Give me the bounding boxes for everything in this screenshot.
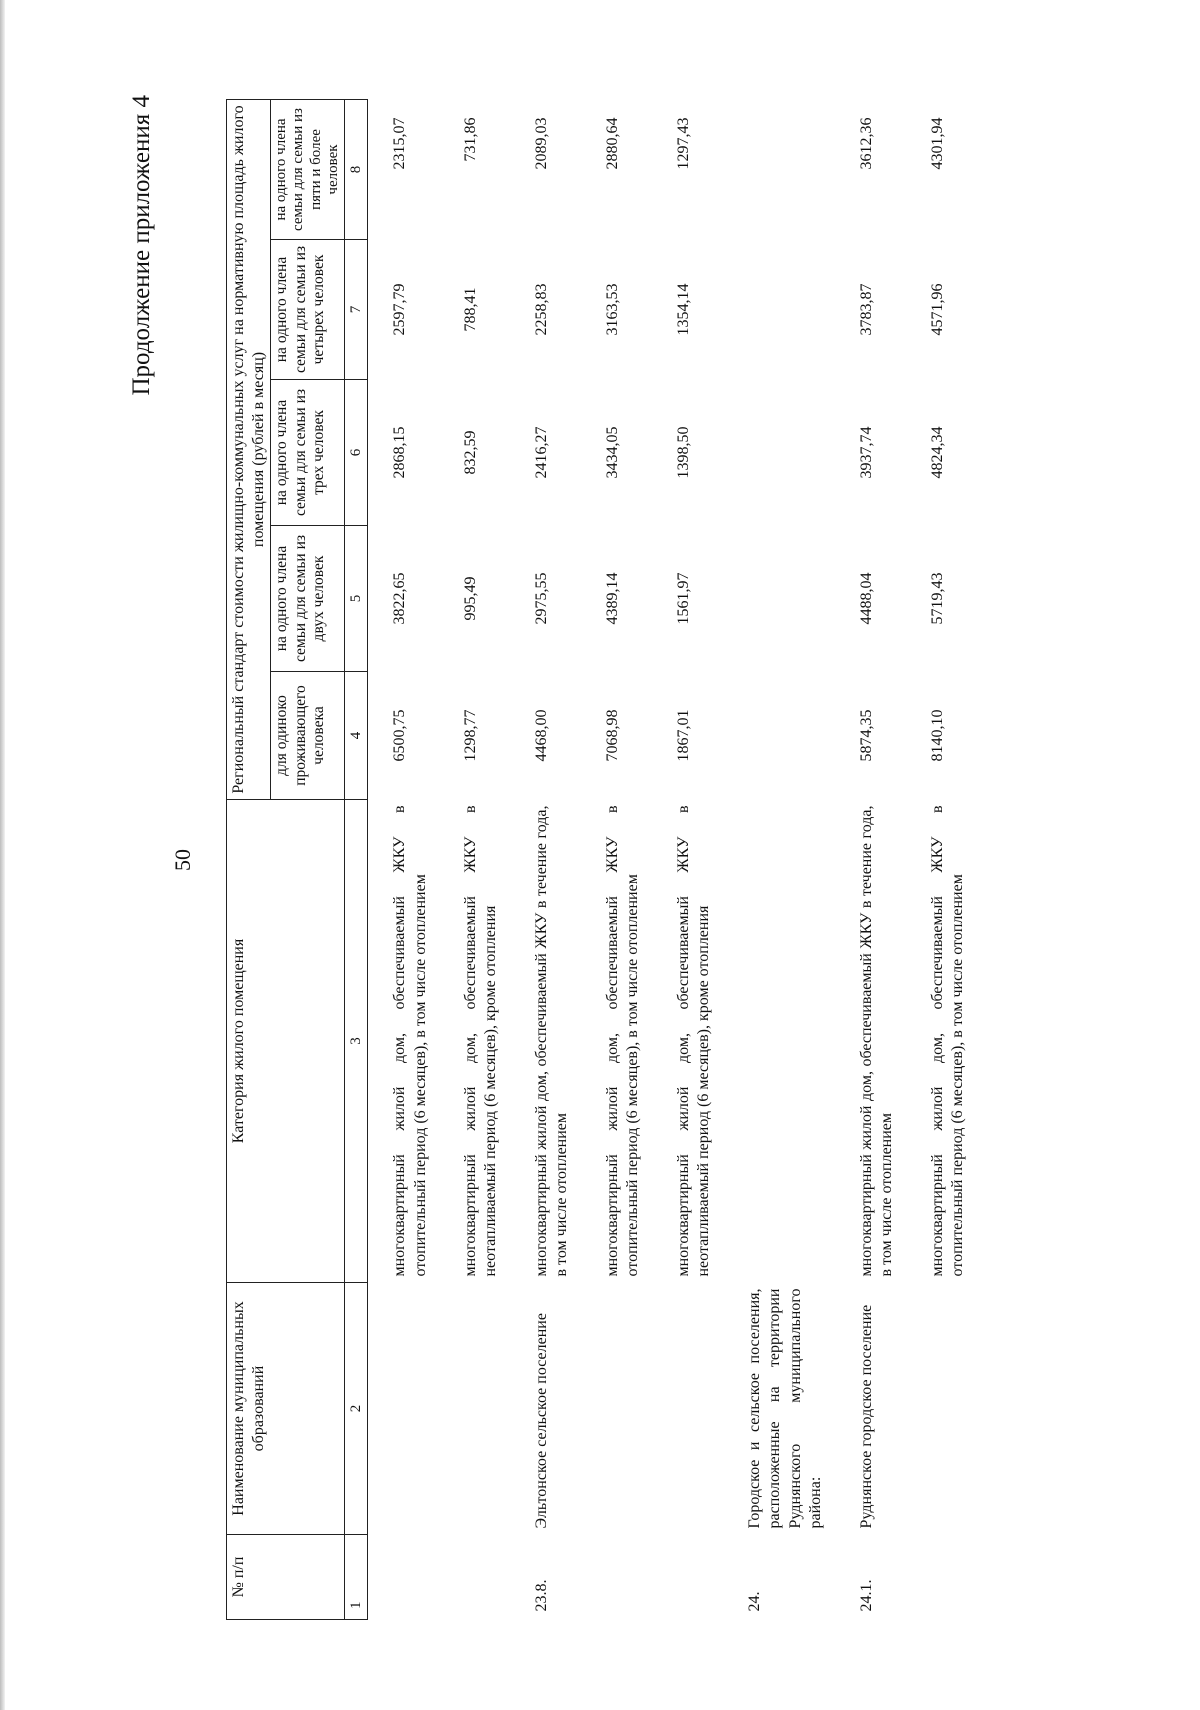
value-family-2: 3822,65 xyxy=(391,572,409,625)
value-family-4: 2258,83 xyxy=(532,283,550,336)
municipality-name: Эльтонское сельское поселение xyxy=(532,1313,550,1529)
column-number: 4 xyxy=(345,672,368,800)
housing-category: многоквартирный жилой дом, обеспечиваемый ЖКУ в отопительный период (6 месяцев), в том числе отоплением xyxy=(603,805,642,1277)
table-row xyxy=(652,99,723,1619)
value-single: 1298,77 xyxy=(461,709,479,762)
header-family-5: на одного члена семьи для семьи из пяти и более человек xyxy=(271,99,345,239)
value-family-4: 2597,79 xyxy=(391,283,409,336)
column-number-row xyxy=(345,99,368,1619)
housing-category: многоквартирный жилой дом, обеспечиваемый ЖКУ в отопительный период (6 месяцев), в том числе отоплением xyxy=(928,805,966,1277)
value-family-3: 832,59 xyxy=(461,430,479,475)
value-family-3: 1398,50 xyxy=(674,426,692,479)
standards-table xyxy=(226,99,976,1620)
column-number: 8 xyxy=(345,99,368,239)
housing-category: многоквартирный жилой дом, обеспечиваемый ЖКУ в течение года, в том числе отоплением xyxy=(857,805,896,1277)
header-municipality: Наименование муниципальных образований xyxy=(227,1283,345,1535)
value-single: 1867,01 xyxy=(674,709,692,762)
row-number xyxy=(368,1535,439,1620)
column-number: 7 xyxy=(345,240,368,380)
municipality-name xyxy=(368,1283,439,1535)
housing-category xyxy=(723,800,835,1283)
municipality-name xyxy=(652,1283,723,1535)
value-family-5: 2880,64 xyxy=(603,117,621,170)
value-family-4: 4571,96 xyxy=(928,283,946,336)
value-family-3: 3937,74 xyxy=(857,426,875,479)
column-number: 3 xyxy=(345,800,368,1283)
table-row xyxy=(581,99,652,1619)
value-family-2 xyxy=(723,526,835,672)
value-family-3 xyxy=(723,380,835,526)
value-family-3: 2416,27 xyxy=(532,426,550,479)
value-family-5 xyxy=(723,99,835,239)
value-single xyxy=(723,672,835,800)
header-single: для одиноко проживающего человека xyxy=(271,672,345,800)
housing-category: многоквартирный жилой дом, обеспечиваемый ЖКУ в неотапливаемый период (6 месяцев), кроме отопления xyxy=(461,805,500,1277)
value-family-4: 1354,14 xyxy=(674,283,692,336)
municipality-name xyxy=(906,1283,977,1535)
row-number xyxy=(439,1535,510,1620)
value-family-5: 4301,94 xyxy=(928,117,946,170)
row-number: 24. xyxy=(745,1591,763,1612)
value-family-5: 2089,03 xyxy=(532,117,550,170)
value-family-4 xyxy=(723,240,835,380)
municipality-name: Городское и сельское поселения, расположенные на территории Руднянского муниципального района: xyxy=(745,1288,825,1529)
row-number xyxy=(581,1535,652,1620)
table-row xyxy=(906,99,977,1619)
value-family-2: 2975,55 xyxy=(532,572,550,625)
value-single: 7068,98 xyxy=(603,709,621,762)
table-row xyxy=(835,99,906,1619)
value-family-2: 4488,04 xyxy=(857,572,875,625)
header-family-2: на одного члена семьи для семьи из двух человек xyxy=(271,526,345,672)
header-family-3: на одного члена семьи для семьи из трех человек xyxy=(271,380,345,526)
housing-category: многоквартирный жилой дом, обеспечиваемый ЖКУ в течение года, в том числе отоплением xyxy=(532,805,571,1277)
column-number: 6 xyxy=(345,380,368,526)
row-number: 23.8. xyxy=(532,1579,550,1612)
value-family-3: 3434,05 xyxy=(603,426,621,479)
scan-edge xyxy=(0,0,5,1710)
rotated-page xyxy=(128,95,1100,1620)
value-family-4: 3783,87 xyxy=(857,283,875,336)
value-family-5: 1297,43 xyxy=(674,117,692,170)
header-family-4: на одного члена семьи для семьи из четырех человек xyxy=(271,240,345,380)
value-family-3: 2868,15 xyxy=(391,426,409,479)
table-row xyxy=(723,99,835,1619)
value-family-5: 3612,36 xyxy=(857,117,875,170)
header-standard-group: Региональный стандарт стоимости жилищно-коммунальных услуг на нормативную площадь жилого помещения (рублей в месяц) xyxy=(227,99,271,799)
value-single: 4468,00 xyxy=(532,709,550,762)
value-single: 8140,10 xyxy=(928,709,946,762)
column-number: 1 xyxy=(345,1535,368,1620)
value-single: 5874,35 xyxy=(857,709,875,762)
continuation-note: Продолжение приложения 4 xyxy=(128,95,155,396)
row-number xyxy=(906,1535,977,1620)
municipality-name xyxy=(581,1283,652,1535)
table-row xyxy=(510,99,581,1619)
municipality-name xyxy=(439,1283,510,1535)
value-family-2: 4389,14 xyxy=(603,572,621,625)
value-family-4: 3163,53 xyxy=(603,283,621,336)
housing-category: многоквартирный жилой дом, обеспечиваемый ЖКУ в неотапливаемый период (6 месяцев), кроме отопления xyxy=(674,805,713,1277)
value-family-5: 731,86 xyxy=(461,117,479,162)
value-family-2: 995,49 xyxy=(461,576,479,621)
column-number: 2 xyxy=(345,1283,368,1535)
value-family-2: 5719,43 xyxy=(928,572,946,625)
column-number: 5 xyxy=(345,526,368,672)
value-family-3: 4824,34 xyxy=(928,426,946,479)
row-number xyxy=(652,1535,723,1620)
table-row xyxy=(439,99,510,1619)
value-family-4: 788,41 xyxy=(461,287,479,332)
header-number: № п/п xyxy=(227,1535,345,1620)
header-category: Категория жилого помещения xyxy=(227,800,345,1283)
value-family-2: 1561,97 xyxy=(674,572,692,625)
value-single: 6500,75 xyxy=(391,709,409,762)
header-row-1 xyxy=(227,99,271,1619)
row-number: 24.1. xyxy=(857,1579,875,1612)
housing-category: многоквартирный жилой дом, обеспечиваемый ЖКУ в отопительный период (6 месяцев), в том числе отоплением xyxy=(391,805,429,1277)
page-number: 50 xyxy=(170,849,195,871)
table-row xyxy=(368,99,439,1619)
value-family-5: 2315,07 xyxy=(391,117,409,170)
municipality-name: Руднянское городское поселение xyxy=(857,1304,875,1529)
